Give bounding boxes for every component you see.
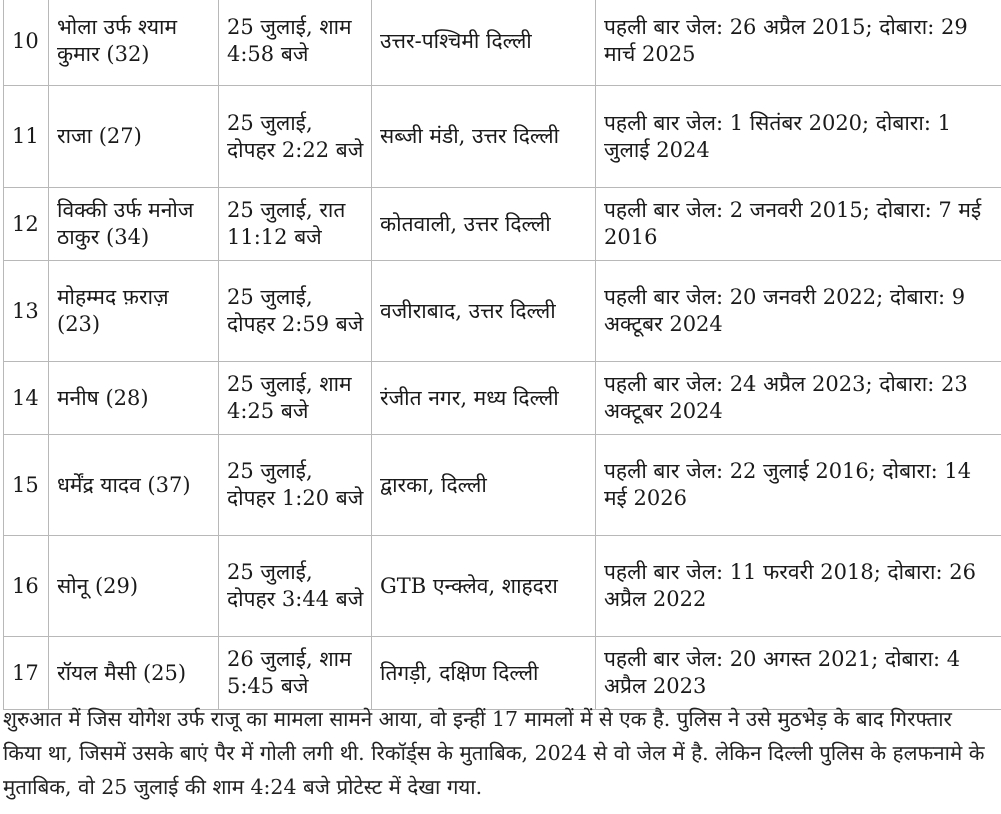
jail-record: पहली बार जेल: 26 अप्रैल 2015; दोबारा: 29 मार्च 2025 — [596, 0, 1001, 86]
location: रंजीत नगर, मध्य दिल्ली — [372, 362, 596, 435]
table-row — [4, 435, 1001, 536]
row-number: 14 — [4, 362, 49, 435]
location: कोतवाली, उत्तर दिल्ली — [372, 188, 596, 261]
row-number: 17 — [4, 637, 49, 710]
records-table — [3, 0, 1001, 710]
jail-record: पहली बार जेल: 1 सितंबर 2020; दोबारा: 1 जुलाई 2024 — [596, 86, 1001, 188]
person-name: मोहम्मद फ़राज़ (23) — [49, 261, 219, 362]
row-number: 15 — [4, 435, 49, 536]
table-row — [4, 637, 1001, 710]
person-name: मनीष (28) — [49, 362, 219, 435]
person-name: धर्मेंद्र यादव (37) — [49, 435, 219, 536]
location: वजीराबाद, उत्तर दिल्ली — [372, 261, 596, 362]
table-row — [4, 0, 1001, 86]
article-paragraph: शुरुआत में जिस योगेश उर्फ राजू का मामला सामने आया, वो इन्हीं 17 मामलों में से एक है. पुलिस ने उसे मुठभेड़ के बाद गिरफ्तार किया था, जिसमें उसके बाएं पैर में गोली लगी थी. रिकॉर्ड्स के मुताबिक, 2024 से वो जेल में है. लेकिन दिल्ली पुलिस के हलफनामे के मुताबिक, वो 25 जुलाई की शाम 4:24 बजे प्रोटेस्ट में देखा गया. — [3, 707, 985, 799]
table-row — [4, 261, 1001, 362]
jail-record: पहली बार जेल: 24 अप्रैल 2023; दोबारा: 23 अक्टूबर 2024 — [596, 362, 1001, 435]
row-number: 16 — [4, 536, 49, 637]
table-row — [4, 362, 1001, 435]
jail-record: पहली बार जेल: 2 जनवरी 2015; दोबारा: 7 मई 2016 — [596, 188, 1001, 261]
jail-record: पहली बार जेल: 11 फरवरी 2018; दोबारा: 26 अप्रैल 2022 — [596, 536, 1001, 637]
table-row — [4, 86, 1001, 188]
jail-record: पहली बार जेल: 22 जुलाई 2016; दोबारा: 14 मई 2026 — [596, 435, 1001, 536]
table-row — [4, 536, 1001, 637]
person-name: भोला उर्फ श्याम कुमार (32) — [49, 0, 219, 86]
table-row — [4, 188, 1001, 261]
person-name: विक्की उर्फ मनोज ठाकुर (34) — [49, 188, 219, 261]
person-name: रॉयल मैसी (25) — [49, 637, 219, 710]
row-number: 11 — [4, 86, 49, 188]
jail-record: पहली बार जेल: 20 अगस्त 2021; दोबारा: 4 अप्रैल 2023 — [596, 637, 1001, 710]
location: GTB एन्क्लेव, शाहदरा — [372, 536, 596, 637]
sighting-time: 25 जुलाई, शाम 4:58 बजे — [219, 0, 372, 86]
row-number: 10 — [4, 0, 49, 86]
location: तिगड़ी, दक्षिण दिल्ली — [372, 637, 596, 710]
sighting-time: 25 जुलाई, दोपहर 1:20 बजे — [219, 435, 372, 536]
location: सब्जी मंडी, उत्तर दिल्ली — [372, 86, 596, 188]
location: द्वारका, दिल्ली — [372, 435, 596, 536]
row-number: 13 — [4, 261, 49, 362]
sighting-time: 25 जुलाई, दोपहर 2:22 बजे — [219, 86, 372, 188]
jail-record: पहली बार जेल: 20 जनवरी 2022; दोबारा: 9 अक्टूबर 2024 — [596, 261, 1001, 362]
sighting-time: 26 जुलाई, शाम 5:45 बजे — [219, 637, 372, 710]
person-name: राजा (27) — [49, 86, 219, 188]
sighting-time: 25 जुलाई, दोपहर 3:44 बजे — [219, 536, 372, 637]
location: उत्तर-पश्चिमी दिल्ली — [372, 0, 596, 86]
person-name: सोनू (29) — [49, 536, 219, 637]
sighting-time: 25 जुलाई, दोपहर 2:59 बजे — [219, 261, 372, 362]
sighting-time: 25 जुलाई, शाम 4:25 बजे — [219, 362, 372, 435]
row-number: 12 — [4, 188, 49, 261]
sighting-time: 25 जुलाई, रात 11:12 बजे — [219, 188, 372, 261]
